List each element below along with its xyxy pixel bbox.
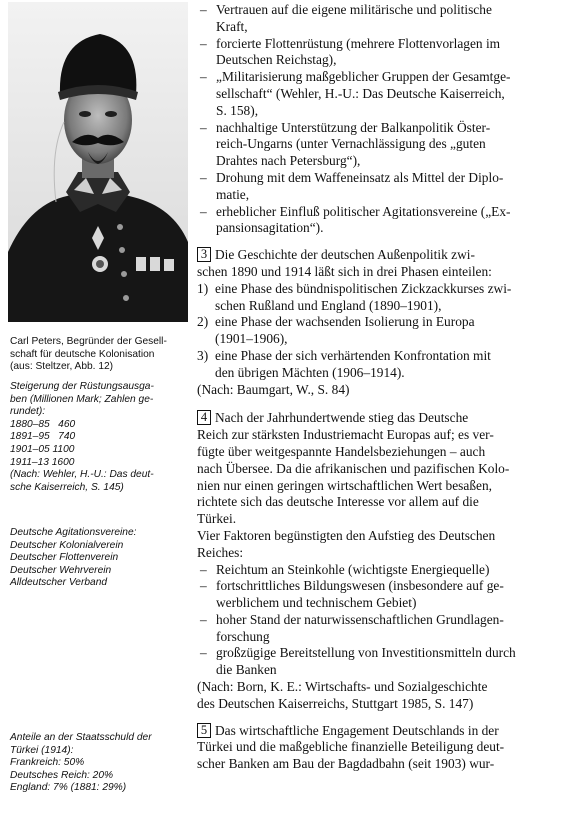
dash-bullet: – bbox=[200, 69, 207, 85]
paragraph-line: nach Übersee. Da die afrikanischen und pazifischen Kolo- bbox=[197, 460, 510, 476]
item-line: großzügige Bereitstellung von Investitionsmitteln durch bbox=[216, 645, 516, 661]
item-line: eine Phase des bündnispolitischen Zickzackkurses zwi- bbox=[215, 280, 512, 296]
item-line: Deutschen Reichstag), bbox=[216, 52, 337, 68]
paragraph-line: Reiches: bbox=[197, 544, 244, 560]
list-item bbox=[197, 645, 562, 679]
item-line: den übrigen Mächten (1906–1914). bbox=[215, 364, 405, 380]
portrait-photo-carl-peters bbox=[8, 2, 188, 322]
item-line: matie, bbox=[216, 186, 250, 202]
item-line: Drahtes nach Petersburg“), bbox=[216, 153, 361, 169]
turkish-debt-note bbox=[10, 732, 152, 795]
section-3 bbox=[197, 247, 562, 398]
section-5 bbox=[197, 723, 562, 773]
item-line: pansionsagitation“). bbox=[216, 220, 324, 236]
note-line: Deutsche Agitationsvereine: bbox=[10, 527, 137, 538]
dash-bullet: – bbox=[200, 578, 207, 594]
paragraph-line: fügte über weitgespannte Handelsbeziehungen – auch bbox=[197, 443, 486, 459]
paragraph-text: Nach der Jahrhundertwende stieg das Deutsche bbox=[215, 410, 469, 426]
intro-text: Die Geschichte der deutschen Außenpolitik zwi- bbox=[215, 247, 475, 263]
note-line: Deutscher Kolonialverein bbox=[10, 539, 124, 551]
list-item bbox=[197, 36, 562, 70]
caption-line: schaft für deutsche Kolonisation bbox=[10, 348, 155, 360]
paragraph-line: Vier Faktoren begünstigten den Aufstieg des Deutschen bbox=[197, 527, 496, 543]
item-line: die Banken bbox=[216, 662, 277, 678]
item-line: Reichtum an Steinkohle (wichtigste Energiequelle) bbox=[216, 561, 490, 577]
list-number: 2) bbox=[197, 314, 209, 330]
note-line: sche Kaiserreich, S. 145) bbox=[10, 481, 124, 493]
note-line: Steigerung der Rüstungsausga- bbox=[10, 381, 154, 392]
item-line: hoher Stand der naturwissenschaftlichen Grundlagen- bbox=[216, 611, 504, 627]
note-line: Deutsches Reich: 20% bbox=[10, 769, 114, 781]
factors-bullet-list bbox=[197, 2, 562, 237]
item-line: Drohung mit dem Waffeneinsatz als Mittel der Diplo- bbox=[216, 169, 504, 185]
item-line: forcierte Flottenrüstung (mehrere Flottenvorlagen im bbox=[216, 35, 501, 51]
source-citation: (Nach: Born, K. E.: Wirtschafts- und Sozialgeschichte bbox=[197, 679, 488, 695]
note-line: Anteile an der Staatsschuld der bbox=[10, 732, 152, 743]
source-citation: (Nach: Baumgart, W., S. 84) bbox=[197, 381, 350, 397]
paragraph-line: Türkei. bbox=[197, 511, 237, 527]
note-line: 1901–05 1100 bbox=[10, 443, 75, 455]
list-item bbox=[197, 578, 562, 612]
list-item bbox=[197, 348, 562, 382]
item-line: S. 158), bbox=[216, 102, 259, 118]
dash-bullet: – bbox=[200, 611, 207, 627]
list-item bbox=[197, 562, 562, 579]
item-line: forschung bbox=[216, 628, 270, 644]
list-number: 3) bbox=[197, 347, 209, 363]
note-line: (Nach: Wehler, H.-U.: Das deut- bbox=[10, 469, 154, 481]
list-item bbox=[197, 120, 562, 170]
note-line: Alldeutscher Verband bbox=[10, 577, 108, 589]
dash-bullet: – bbox=[200, 203, 207, 219]
list-item bbox=[197, 2, 562, 36]
item-line: reich-Ungarns (unter Vernachlässigung des „guten bbox=[216, 136, 486, 152]
list-item bbox=[197, 170, 562, 204]
section-4 bbox=[197, 410, 562, 712]
list-item bbox=[197, 69, 562, 119]
item-line: (1901–1906), bbox=[215, 331, 288, 347]
section-intro-line: schen 1890 und 1914 läßt sich in drei Phasen einteilen: bbox=[197, 263, 492, 279]
item-line: Vertrauen auf die eigene militärische und politische bbox=[216, 2, 492, 17]
section-number-box: 5 bbox=[197, 723, 211, 738]
sidebar bbox=[0, 0, 190, 820]
item-line: erheblicher Einfluß politischer Agitationsvereine („Ex- bbox=[216, 203, 511, 219]
dash-bullet: – bbox=[200, 169, 207, 185]
portrait-image bbox=[8, 2, 188, 322]
item-line: „Militarisierung maßgeblicher Gruppen der Gesamtge- bbox=[216, 69, 511, 85]
dash-bullet: – bbox=[200, 2, 207, 17]
note-line: Deutscher Flottenverein bbox=[10, 552, 119, 564]
paragraph-line: Reich zur stärksten Industriemacht Europas auf; es ver- bbox=[197, 427, 494, 443]
paragraph-text: Das wirtschaftliche Engagement Deutschlands in der bbox=[215, 722, 499, 738]
item-line: eine Phase der sich verhärtenden Konfrontation mit bbox=[215, 347, 491, 363]
paragraph-line: nien nur einen geringen wirtschaftlichen Wert besaßen, bbox=[197, 477, 493, 493]
paragraph-line: scher Banken am Bau der Bagdadbahn (seit 1903) wur- bbox=[197, 756, 495, 772]
item-line: Kraft, bbox=[216, 18, 248, 34]
note-line: Deutscher Wehrverein bbox=[10, 564, 112, 576]
note-line: 1880–85 460 bbox=[10, 418, 76, 430]
list-item bbox=[197, 612, 562, 646]
source-citation: des Deutschen Kaiserreichs, Stuttgart 1985, S. 147) bbox=[197, 695, 474, 711]
portrait-caption bbox=[10, 336, 167, 374]
item-line: werblichem und technischem Gebiet) bbox=[216, 595, 417, 611]
section-intro-line bbox=[197, 247, 562, 264]
note-line: 1911–13 1600 bbox=[10, 456, 75, 468]
paragraph-line: richtete sich das deutsche Interesse vor allem auf die bbox=[197, 494, 479, 510]
armament-spending-note bbox=[10, 381, 154, 494]
dash-bullet: – bbox=[200, 645, 207, 661]
dash-bullet: – bbox=[200, 561, 207, 577]
note-line: ben (Millionen Mark; Zahlen ge- bbox=[10, 393, 154, 405]
list-item bbox=[197, 204, 562, 238]
note-line: England: 7% (1881: 29%) bbox=[10, 782, 127, 794]
main-text-column bbox=[197, 2, 562, 773]
paragraph-line bbox=[197, 410, 562, 427]
item-line: schen Rußland und England (1890–1901), bbox=[215, 297, 442, 313]
note-line: 1891–95 740 bbox=[10, 431, 76, 443]
item-line: nachhaltige Unterstützung der Balkanpolitik Öster- bbox=[216, 119, 491, 135]
dash-bullet: – bbox=[200, 119, 207, 135]
list-number: 1) bbox=[197, 280, 209, 296]
section-number-box: 3 bbox=[197, 247, 211, 262]
list-item bbox=[197, 281, 562, 315]
agitation-associations-note bbox=[10, 527, 136, 590]
paragraph-line: Türkei und die maßgebliche finanzielle Beteiligung deut- bbox=[197, 739, 505, 755]
caption-line: Carl Peters, Begründer der Gesell- bbox=[10, 336, 167, 347]
note-line: rundet): bbox=[10, 406, 46, 418]
paragraph-line bbox=[197, 723, 562, 740]
section-number-box: 4 bbox=[197, 410, 211, 425]
note-line: Türkei (1914): bbox=[10, 744, 74, 756]
caption-line: (aus: Steltzer, Abb. 12) bbox=[10, 361, 114, 373]
note-line: Frankreich: 50% bbox=[10, 757, 85, 769]
dash-bullet: – bbox=[200, 35, 207, 51]
list-item bbox=[197, 314, 562, 348]
item-line: fortschrittliches Bildungswesen (insbesondere auf ge- bbox=[216, 578, 504, 594]
item-line: sellschaft“ (Wehler, H.-U.: Das Deutsche Kaiserreich, bbox=[216, 85, 505, 101]
item-line: eine Phase der wachsenden Isolierung in Europa bbox=[215, 314, 475, 330]
